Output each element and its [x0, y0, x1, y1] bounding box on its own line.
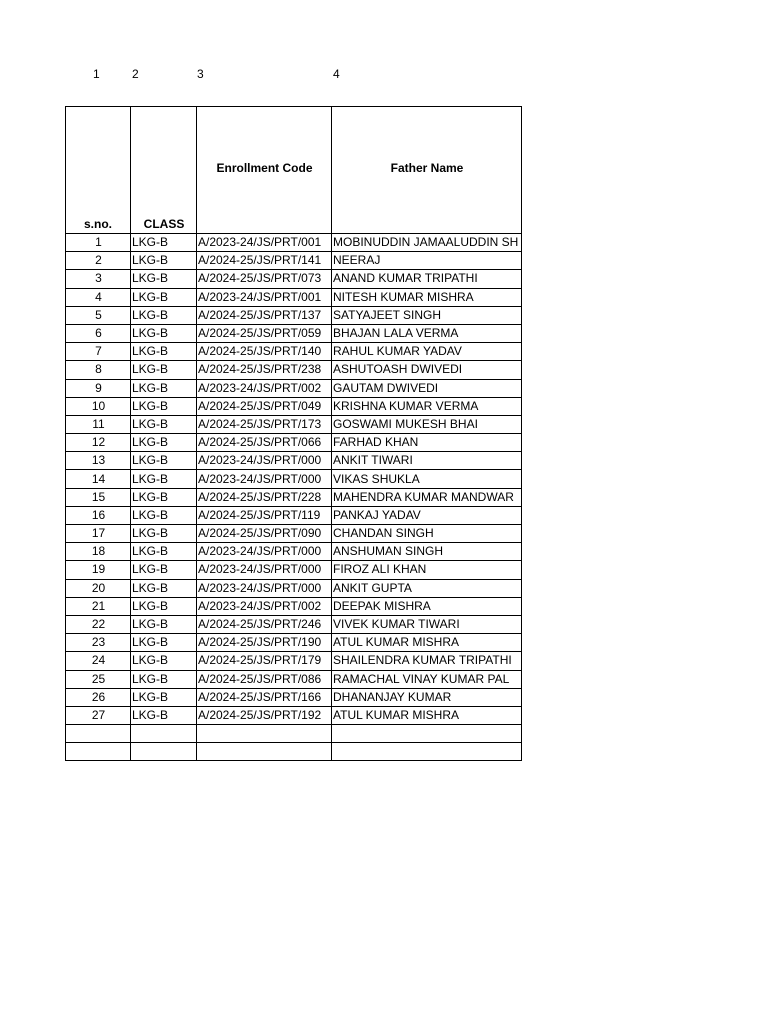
student-table	[65, 106, 522, 761]
cell-class: LKG-B	[131, 288, 197, 306]
cell-sno: 13	[66, 452, 131, 470]
empty-cell	[131, 743, 197, 761]
cell-sno: 18	[66, 543, 131, 561]
empty-cell	[332, 725, 522, 743]
cell-father-name: VIKAS SHUKLA	[332, 470, 522, 488]
cell-father-name: ANAND KUMAR TRIPATHI	[332, 270, 522, 288]
cell-sno: 16	[66, 506, 131, 524]
cell-class: LKG-B	[131, 688, 197, 706]
cell-class: LKG-B	[131, 525, 197, 543]
cell-class: LKG-B	[131, 543, 197, 561]
column-number: 1	[93, 67, 100, 81]
table-row	[66, 288, 522, 306]
table-row	[66, 488, 522, 506]
cell-father-name: CHANDAN SINGH	[332, 525, 522, 543]
cell-father-name: MAHENDRA KUMAR MANDWAR	[332, 488, 522, 506]
cell-class: LKG-B	[131, 415, 197, 433]
cell-class: LKG-B	[131, 488, 197, 506]
cell-father-name: FIROZ ALI KHAN	[332, 561, 522, 579]
cell-class: LKG-B	[131, 706, 197, 724]
cell-enrollment-code: A/2023-24/JS/PRT/002	[197, 379, 332, 397]
empty-row	[66, 743, 522, 761]
cell-class: LKG-B	[131, 379, 197, 397]
table-row	[66, 615, 522, 633]
cell-enrollment-code: A/2024-25/JS/PRT/086	[197, 670, 332, 688]
cell-class: LKG-B	[131, 506, 197, 524]
empty-cell	[332, 743, 522, 761]
column-number: 2	[132, 67, 139, 81]
cell-class: LKG-B	[131, 397, 197, 415]
table-row	[66, 525, 522, 543]
cell-enrollment-code: A/2024-25/JS/PRT/119	[197, 506, 332, 524]
cell-class: LKG-B	[131, 452, 197, 470]
table-row	[66, 415, 522, 433]
cell-father-name: DEEPAK MISHRA	[332, 597, 522, 615]
table-row	[66, 597, 522, 615]
header-father-name-label: Father Name	[390, 161, 464, 175]
cell-father-name: NITESH KUMAR MISHRA	[332, 288, 522, 306]
cell-sno: 21	[66, 597, 131, 615]
cell-father-name: RAHUL KUMAR YADAV	[332, 343, 522, 361]
table-body	[66, 234, 522, 761]
cell-enrollment-code: A/2023-24/JS/PRT/001	[197, 288, 332, 306]
cell-father-name: ANSHUMAN SINGH	[332, 543, 522, 561]
cell-father-name: ANKIT GUPTA	[332, 579, 522, 597]
cell-father-name: VIVEK KUMAR TIWARI	[332, 615, 522, 633]
cell-sno: 19	[66, 561, 131, 579]
column-number: 4	[333, 67, 340, 81]
cell-class: LKG-B	[131, 306, 197, 324]
cell-father-name: ATUL KUMAR MISHRA	[332, 634, 522, 652]
cell-sno: 7	[66, 343, 131, 361]
cell-father-name: NEERAJ	[332, 252, 522, 270]
table-row	[66, 579, 522, 597]
cell-enrollment-code: A/2024-25/JS/PRT/049	[197, 397, 332, 415]
cell-enrollment-code: A/2024-25/JS/PRT/090	[197, 525, 332, 543]
table-row	[66, 434, 522, 452]
cell-enrollment-code: A/2024-25/JS/PRT/192	[197, 706, 332, 724]
empty-cell	[66, 725, 131, 743]
cell-sno: 4	[66, 288, 131, 306]
cell-enrollment-code: A/2024-25/JS/PRT/173	[197, 415, 332, 433]
cell-sno: 10	[66, 397, 131, 415]
column-number: 3	[197, 67, 204, 81]
header-enrollment-code	[197, 107, 332, 234]
table-row	[66, 270, 522, 288]
cell-sno: 26	[66, 688, 131, 706]
cell-enrollment-code: A/2023-24/JS/PRT/000	[197, 579, 332, 597]
cell-sno: 14	[66, 470, 131, 488]
cell-sno: 25	[66, 670, 131, 688]
cell-class: LKG-B	[131, 343, 197, 361]
cell-enrollment-code: A/2024-25/JS/PRT/073	[197, 270, 332, 288]
cell-enrollment-code: A/2024-25/JS/PRT/228	[197, 488, 332, 506]
cell-class: LKG-B	[131, 252, 197, 270]
cell-enrollment-code: A/2024-25/JS/PRT/059	[197, 324, 332, 342]
empty-cell	[66, 743, 131, 761]
cell-enrollment-code: A/2024-25/JS/PRT/238	[197, 361, 332, 379]
cell-father-name: MOBINUDDIN JAMAALUDDIN SH	[332, 234, 522, 252]
table-row	[66, 343, 522, 361]
cell-class: LKG-B	[131, 324, 197, 342]
cell-sno: 27	[66, 706, 131, 724]
cell-class: LKG-B	[131, 634, 197, 652]
cell-enrollment-code: A/2024-25/JS/PRT/166	[197, 688, 332, 706]
cell-sno: 8	[66, 361, 131, 379]
table-row	[66, 561, 522, 579]
header-father-name	[332, 107, 522, 234]
table-row	[66, 543, 522, 561]
cell-sno: 1	[66, 234, 131, 252]
cell-father-name: DHANANJAY KUMAR	[332, 688, 522, 706]
cell-father-name: FARHAD KHAN	[332, 434, 522, 452]
cell-sno: 5	[66, 306, 131, 324]
table-row	[66, 670, 522, 688]
cell-class: LKG-B	[131, 615, 197, 633]
cell-enrollment-code: A/2023-24/JS/PRT/000	[197, 470, 332, 488]
cell-sno: 24	[66, 652, 131, 670]
empty-cell	[197, 725, 332, 743]
cell-class: LKG-B	[131, 561, 197, 579]
empty-cell	[197, 743, 332, 761]
cell-enrollment-code: A/2023-24/JS/PRT/000	[197, 452, 332, 470]
empty-row	[66, 725, 522, 743]
cell-father-name: GAUTAM DWIVEDI	[332, 379, 522, 397]
table-row	[66, 470, 522, 488]
cell-father-name: ATUL KUMAR MISHRA	[332, 706, 522, 724]
cell-sno: 17	[66, 525, 131, 543]
cell-class: LKG-B	[131, 470, 197, 488]
cell-class: LKG-B	[131, 597, 197, 615]
cell-father-name: GOSWAMI MUKESH BHAI	[332, 415, 522, 433]
cell-sno: 9	[66, 379, 131, 397]
table-row	[66, 379, 522, 397]
table-row	[66, 361, 522, 379]
cell-father-name: KRISHNA KUMAR VERMA	[332, 397, 522, 415]
header-class	[131, 107, 197, 234]
cell-sno: 2	[66, 252, 131, 270]
cell-class: LKG-B	[131, 270, 197, 288]
cell-class: LKG-B	[131, 670, 197, 688]
cell-sno: 23	[66, 634, 131, 652]
table-row	[66, 506, 522, 524]
cell-sno: 15	[66, 488, 131, 506]
table-row	[66, 452, 522, 470]
cell-father-name: ASHUTOASH DWIVEDI	[332, 361, 522, 379]
cell-class: LKG-B	[131, 361, 197, 379]
cell-class: LKG-B	[131, 579, 197, 597]
table-row	[66, 688, 522, 706]
cell-enrollment-code: A/2024-25/JS/PRT/140	[197, 343, 332, 361]
header-row	[66, 107, 522, 234]
cell-enrollment-code: A/2024-25/JS/PRT/246	[197, 615, 332, 633]
cell-enrollment-code: A/2023-24/JS/PRT/001	[197, 234, 332, 252]
table-row	[66, 324, 522, 342]
cell-sno: 12	[66, 434, 131, 452]
table-row	[66, 652, 522, 670]
table-row	[66, 706, 522, 724]
cell-enrollment-code: A/2023-24/JS/PRT/000	[197, 543, 332, 561]
cell-father-name: RAMACHAL VINAY KUMAR PAL	[332, 670, 522, 688]
cell-sno: 20	[66, 579, 131, 597]
cell-enrollment-code: A/2023-24/JS/PRT/000	[197, 561, 332, 579]
cell-class: LKG-B	[131, 234, 197, 252]
cell-father-name: SHAILENDRA KUMAR TRIPATHI	[332, 652, 522, 670]
cell-sno: 6	[66, 324, 131, 342]
header-sno	[66, 107, 131, 234]
cell-sno: 11	[66, 415, 131, 433]
header-class-label: CLASS	[143, 217, 185, 231]
cell-class: LKG-B	[131, 434, 197, 452]
table-row	[66, 234, 522, 252]
cell-father-name: ANKIT TIWARI	[332, 452, 522, 470]
empty-cell	[131, 725, 197, 743]
cell-enrollment-code: A/2024-25/JS/PRT/190	[197, 634, 332, 652]
cell-father-name: SATYAJEET SINGH	[332, 306, 522, 324]
cell-enrollment-code: A/2023-24/JS/PRT/002	[197, 597, 332, 615]
header-sno-label: s.no.	[83, 217, 112, 231]
column-number-row	[0, 67, 768, 83]
cell-enrollment-code: A/2024-25/JS/PRT/141	[197, 252, 332, 270]
cell-enrollment-code: A/2024-25/JS/PRT/137	[197, 306, 332, 324]
table-row	[66, 634, 522, 652]
cell-class: LKG-B	[131, 652, 197, 670]
cell-enrollment-code: A/2024-25/JS/PRT/066	[197, 434, 332, 452]
cell-enrollment-code: A/2024-25/JS/PRT/179	[197, 652, 332, 670]
cell-sno: 22	[66, 615, 131, 633]
table-row	[66, 252, 522, 270]
cell-father-name: BHAJAN LALA VERMA	[332, 324, 522, 342]
table-row	[66, 306, 522, 324]
cell-sno: 3	[66, 270, 131, 288]
header-enrollment-code-label: Enrollment Code	[216, 161, 313, 175]
cell-father-name: PANKAJ YADAV	[332, 506, 522, 524]
table-row	[66, 397, 522, 415]
